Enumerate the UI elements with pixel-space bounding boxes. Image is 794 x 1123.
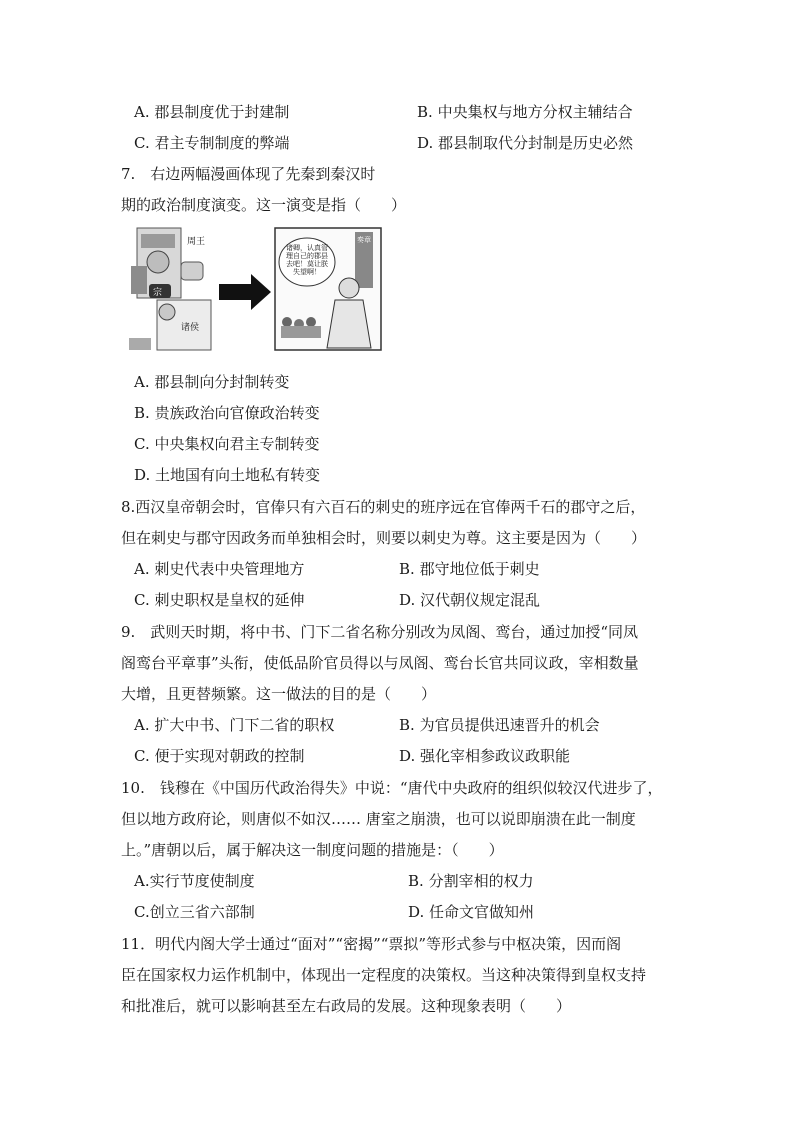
king-label: 周王 [187, 237, 206, 247]
q10-stem-line-3: 上。”唐朝以后，属于解决这一制度问题的措施是：（ ） [121, 841, 504, 859]
q10-stem-line-1: 10. 钱穆在《中国历代政治得失》中说：“唐代中央政府的组织似较汉代进步了， [121, 779, 663, 797]
q10-stem-line-2: 但以地方政府论，则唐似不如汉…… 唐室之崩溃，也可以说即崩溃在此一制度 [121, 810, 636, 828]
lords-label: 诸侯 [181, 323, 200, 333]
q7-comic-illustration [127, 226, 383, 354]
q8-option-d: D. 汉代朝仪规定混乱 [399, 591, 541, 609]
q7-option-a: A. 郡县制向分封制转变 [134, 373, 290, 391]
q9-option-d: D. 强化宰相参政议政职能 [399, 747, 571, 765]
king-head [147, 251, 169, 273]
q6-option-a: A. 郡县制度优于封建制 [134, 103, 290, 121]
q11-stem-line-3: 和批准后，就可以影响甚至左右政局的发展。这种现象表明（ ） [121, 997, 572, 1015]
scroll-text-wrap [355, 236, 373, 286]
king-crown [141, 234, 175, 248]
q7-option-d: D. 土地国有向土地私有转变 [134, 466, 321, 484]
seal-text: 宗 [153, 288, 163, 298]
q9-stem-line-2: 阁鸾台平章事”头衔，使低品阶官员得以与凤阁、鸾台长官共同议政，宰相数量 [121, 654, 639, 672]
q8-stem-line-2: 但在刺史与郡守因政务而单独相会时，则要以刺史为尊。这主要是因为（ ） [121, 529, 647, 547]
q8-option-c: C. 刺史职权是皇权的延伸 [134, 591, 305, 609]
q10-option-b: B. 分割宰相的权力 [408, 872, 534, 890]
q9-option-a: A. 扩大中书、门下二省的职权 [134, 716, 335, 734]
speech-text-wrap [283, 244, 331, 284]
q7-comic-svg [127, 226, 383, 354]
q11-stem-line-1: 11．明代内阁大学士通过“面对”“密揭”“票拟”等形式参与中枢决策，因而阁 [121, 935, 622, 953]
scroll-text: 奏章 [357, 236, 371, 244]
king-hand [181, 262, 203, 280]
speech-text: 诸卿，认真管理自己的郡县去吧！莫让朕失望啊！ [286, 244, 328, 276]
q6-option-d: D. 郡县制取代分封制是历史必然 [417, 134, 634, 152]
q6-option-b: B. 中央集权与地方分权主辅结合 [417, 103, 633, 121]
q7-option-b: B. 贵族政治向官僚政治转变 [134, 404, 320, 422]
q10-option-d: D. 任命文官做知州 [408, 903, 535, 921]
q6-option-c: C. 君主专制制度的弊端 [134, 134, 290, 152]
officials-group [281, 317, 321, 338]
arrow-right-icon [219, 274, 271, 310]
q7-stem-line-2: 期的政治制度演变。这一演变是指（ ） [121, 196, 407, 214]
king-sleeve [131, 266, 147, 294]
q7-option-c: C. 中央集权向君主专制转变 [134, 435, 320, 453]
q9-stem-line-1: 9. 武则天时期，将中书、门下二省名称分别改为凤阁、鸾台，通过加授“同凤 [121, 623, 638, 641]
q10-option-c: C.创立三省六部制 [134, 903, 255, 921]
q9-stem-line-3: 大增，且更替频繁。这一做法的目的是（ ） [121, 685, 437, 703]
q8-option-a: A. 刺史代表中央管理地方 [134, 560, 305, 578]
emperor-head [339, 278, 359, 298]
q9-option-c: C. 便于实现对朝政的控制 [134, 747, 305, 765]
q10-option-a: A.实行节度使制度 [134, 872, 255, 890]
emperor-robe [327, 300, 371, 348]
q8-option-b: B. 郡守地位低于刺史 [399, 560, 540, 578]
ground-mark [129, 338, 151, 350]
q7-stem-line-1: 7. 右边两幅漫画体现了先秦到秦汉时 [121, 165, 376, 183]
q9-option-b: B. 为官员提供迅速晋升的机会 [399, 716, 600, 734]
q8-stem-line-1: 8.西汉皇帝朝会时，官俸只有六百石的刺史的班序远在官俸两千石的郡守之后， [121, 498, 646, 516]
lords-head [159, 304, 175, 320]
q11-stem-line-2: 臣在国家权力运作机制中，体现出一定程度的决策权。当这种决策得到皇权支持 [121, 966, 647, 984]
